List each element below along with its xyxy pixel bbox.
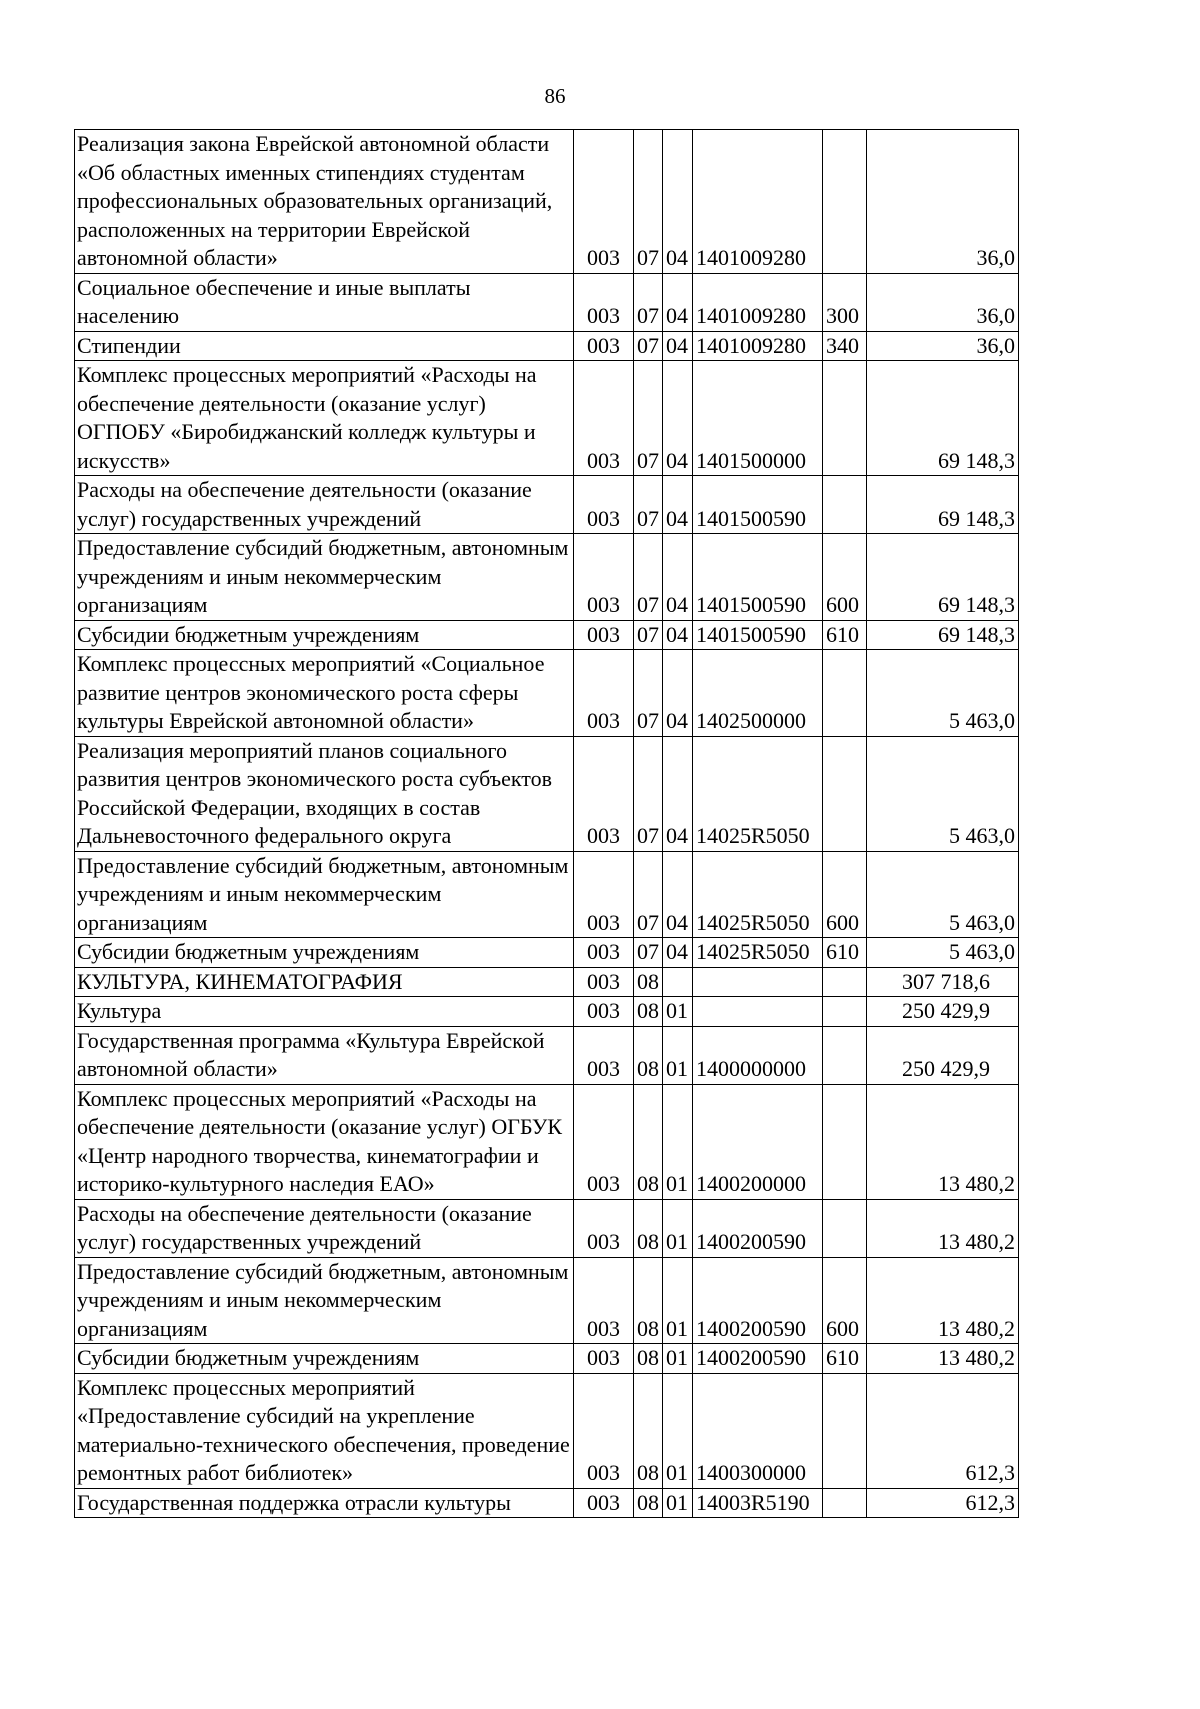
subsection-code: 01 <box>663 1344 693 1374</box>
section-code: 07 <box>634 620 663 650</box>
table-row <box>75 1373 1019 1488</box>
table-row <box>75 361 1019 476</box>
table-row <box>75 650 1019 737</box>
amount: 13 480,2 <box>867 1257 1019 1344</box>
admin-code: 003 <box>574 1084 634 1199</box>
admin-code: 003 <box>574 331 634 361</box>
expense-type-code: 600 <box>823 1257 867 1344</box>
target-article-code <box>693 967 823 997</box>
target-article-code: 1400200590 <box>693 1344 823 1374</box>
section-code: 07 <box>634 650 663 737</box>
section-code: 08 <box>634 1257 663 1344</box>
section-code: 08 <box>634 1344 663 1374</box>
subsection-code: 01 <box>663 997 693 1027</box>
subsection-code: 04 <box>663 534 693 621</box>
amount: 13 480,2 <box>867 1344 1019 1374</box>
subsection-code: 01 <box>663 1257 693 1344</box>
target-article-code: 14025R5050 <box>693 851 823 938</box>
table-row <box>75 1257 1019 1344</box>
amount: 69 148,3 <box>867 361 1019 476</box>
amount: 250 429,9 <box>867 1026 1019 1084</box>
target-article-code: 1401500590 <box>693 476 823 534</box>
expense-type-code: 610 <box>823 938 867 968</box>
amount: 5 463,0 <box>867 650 1019 737</box>
row-name: Предоставление субсидий бюджетным, автономным учреждениям и иным некоммерческим организациям <box>75 1257 574 1344</box>
target-article-code: 1402500000 <box>693 650 823 737</box>
amount: 13 480,2 <box>867 1199 1019 1257</box>
expense-type-code <box>823 130 867 274</box>
section-code: 07 <box>634 534 663 621</box>
target-article-code: 1400200000 <box>693 1084 823 1199</box>
subsection-code: 04 <box>663 130 693 274</box>
amount: 13 480,2 <box>867 1084 1019 1199</box>
expense-type-code: 600 <box>823 534 867 621</box>
table-body <box>75 130 1019 1518</box>
admin-code: 003 <box>574 130 634 274</box>
subsection-code: 04 <box>663 650 693 737</box>
table-row <box>75 1344 1019 1374</box>
expense-type-code <box>823 997 867 1027</box>
target-article-code: 14025R5050 <box>693 736 823 851</box>
table-row <box>75 273 1019 331</box>
admin-code: 003 <box>574 534 634 621</box>
subsection-code: 01 <box>663 1026 693 1084</box>
row-name: Комплекс процессных мероприятий «Социальное развитие центров экономического роста сферы культуры Еврейской автономной области» <box>75 650 574 737</box>
admin-code: 003 <box>574 476 634 534</box>
target-article-code: 1401009280 <box>693 331 823 361</box>
row-name: Культура <box>75 997 574 1027</box>
row-name: Реализация закона Еврейской автономной области «Об областных именных стипендиях студентам профессиональных образовательных организаций, расположенных на территории Еврейской автономной области» <box>75 130 574 274</box>
target-article-code: 14025R5050 <box>693 938 823 968</box>
target-article-code: 1400000000 <box>693 1026 823 1084</box>
amount: 36,0 <box>867 331 1019 361</box>
expense-type-code <box>823 361 867 476</box>
admin-code: 003 <box>574 1199 634 1257</box>
expense-type-code <box>823 1084 867 1199</box>
table-row <box>75 1026 1019 1084</box>
row-name: Государственная программа «Культура Еврейской автономной области» <box>75 1026 574 1084</box>
section-code: 07 <box>634 331 663 361</box>
admin-code: 003 <box>574 1373 634 1488</box>
section-code: 07 <box>634 130 663 274</box>
table-row <box>75 1199 1019 1257</box>
row-name: Субсидии бюджетным учреждениям <box>75 1344 574 1374</box>
table-row <box>75 997 1019 1027</box>
section-code: 08 <box>634 967 663 997</box>
amount: 307 718,6 <box>867 967 1019 997</box>
subsection-code: 04 <box>663 476 693 534</box>
amount: 612,3 <box>867 1488 1019 1518</box>
admin-code: 003 <box>574 361 634 476</box>
section-code: 08 <box>634 1373 663 1488</box>
subsection-code: 04 <box>663 273 693 331</box>
amount: 5 463,0 <box>867 736 1019 851</box>
amount: 5 463,0 <box>867 851 1019 938</box>
section-code: 07 <box>634 851 663 938</box>
expense-type-code: 340 <box>823 331 867 361</box>
amount: 69 148,3 <box>867 620 1019 650</box>
expense-type-code <box>823 967 867 997</box>
row-name: Реализация мероприятий планов социального развития центров экономического роста субъектов Российской Федерации, входящих в состав Дальневосточного федерального округа <box>75 736 574 851</box>
target-article-code <box>693 997 823 1027</box>
amount: 5 463,0 <box>867 938 1019 968</box>
row-name: Стипендии <box>75 331 574 361</box>
section-code: 08 <box>634 1026 663 1084</box>
table-row <box>75 1488 1019 1518</box>
table-row <box>75 130 1019 274</box>
subsection-code: 04 <box>663 361 693 476</box>
subsection-code <box>663 967 693 997</box>
admin-code: 003 <box>574 736 634 851</box>
row-name: Комплекс процессных мероприятий «Предоставление субсидий на укрепление материально-технического обеспечения, проведение ремонтных работ библиотек» <box>75 1373 574 1488</box>
section-code: 07 <box>634 938 663 968</box>
target-article-code: 14003R5190 <box>693 1488 823 1518</box>
admin-code: 003 <box>574 650 634 737</box>
expense-type-code <box>823 1026 867 1084</box>
expense-type-code: 610 <box>823 620 867 650</box>
section-code: 08 <box>634 1488 663 1518</box>
expense-type-code <box>823 476 867 534</box>
page-number: 86 <box>544 84 566 108</box>
admin-code: 003 <box>574 1344 634 1374</box>
admin-code: 003 <box>574 851 634 938</box>
section-code: 08 <box>634 1199 663 1257</box>
amount: 69 148,3 <box>867 534 1019 621</box>
amount: 36,0 <box>867 130 1019 274</box>
row-name: Государственная поддержка отрасли культуры <box>75 1488 574 1518</box>
amount: 250 429,9 <box>867 997 1019 1027</box>
subsection-code: 01 <box>663 1084 693 1199</box>
target-article-code: 1400300000 <box>693 1373 823 1488</box>
table-row <box>75 1084 1019 1199</box>
target-article-code: 1401500000 <box>693 361 823 476</box>
subsection-code: 01 <box>663 1488 693 1518</box>
section-code: 07 <box>634 273 663 331</box>
expense-type-code <box>823 1373 867 1488</box>
amount: 36,0 <box>867 273 1019 331</box>
target-article-code: 1401500590 <box>693 534 823 621</box>
subsection-code: 04 <box>663 851 693 938</box>
row-name: Субсидии бюджетным учреждениям <box>75 620 574 650</box>
target-article-code: 1401500590 <box>693 620 823 650</box>
section-code: 07 <box>634 736 663 851</box>
target-article-code: 1400200590 <box>693 1257 823 1344</box>
row-name: Предоставление субсидий бюджетным, автономным учреждениям и иным некоммерческим организациям <box>75 851 574 938</box>
admin-code: 003 <box>574 273 634 331</box>
row-name: Социальное обеспечение и иные выплаты населению <box>75 273 574 331</box>
section-code: 08 <box>634 1084 663 1199</box>
row-name: КУЛЬТУРА, КИНЕМАТОГРАФИЯ <box>75 967 574 997</box>
admin-code: 003 <box>574 1026 634 1084</box>
subsection-code: 04 <box>663 736 693 851</box>
expense-type-code: 600 <box>823 851 867 938</box>
table-row <box>75 967 1019 997</box>
target-article-code: 1401009280 <box>693 273 823 331</box>
subsection-code: 01 <box>663 1373 693 1488</box>
subsection-code: 04 <box>663 331 693 361</box>
admin-code: 003 <box>574 938 634 968</box>
amount: 612,3 <box>867 1373 1019 1488</box>
row-name: Расходы на обеспечение деятельности (оказание услуг) государственных учреждений <box>75 1199 574 1257</box>
section-code: 07 <box>634 476 663 534</box>
expense-type-code <box>823 1488 867 1518</box>
subsection-code: 04 <box>663 620 693 650</box>
target-article-code: 1400200590 <box>693 1199 823 1257</box>
section-code: 08 <box>634 997 663 1027</box>
expense-type-code <box>823 650 867 737</box>
admin-code: 003 <box>574 967 634 997</box>
admin-code: 003 <box>574 997 634 1027</box>
budget-table <box>74 129 1019 1518</box>
expense-type-code <box>823 1199 867 1257</box>
admin-code: 003 <box>574 620 634 650</box>
table-row <box>75 534 1019 621</box>
section-code: 07 <box>634 361 663 476</box>
table-row <box>75 331 1019 361</box>
target-article-code: 1401009280 <box>693 130 823 274</box>
row-name: Субсидии бюджетным учреждениям <box>75 938 574 968</box>
row-name: Комплекс процессных мероприятий «Расходы на обеспечение деятельности (оказание услуг) ОГБУК «Центр народного творчества, кинематографии и историко-культурного наследия ЕАО» <box>75 1084 574 1199</box>
expense-type-code <box>823 736 867 851</box>
subsection-code: 04 <box>663 938 693 968</box>
subsection-code: 01 <box>663 1199 693 1257</box>
amount: 69 148,3 <box>867 476 1019 534</box>
table-row <box>75 620 1019 650</box>
expense-type-code: 610 <box>823 1344 867 1374</box>
table-row <box>75 736 1019 851</box>
row-name: Комплекс процессных мероприятий «Расходы на обеспечение деятельности (оказание услуг) ОГПОБУ «Биробиджанский колледж культуры и искусств» <box>75 361 574 476</box>
row-name: Расходы на обеспечение деятельности (оказание услуг) государственных учреждений <box>75 476 574 534</box>
row-name: Предоставление субсидий бюджетным, автономным учреждениям и иным некоммерческим организациям <box>75 534 574 621</box>
expense-type-code: 300 <box>823 273 867 331</box>
table-row <box>75 938 1019 968</box>
admin-code: 003 <box>574 1488 634 1518</box>
table-row <box>75 851 1019 938</box>
table-row <box>75 476 1019 534</box>
admin-code: 003 <box>574 1257 634 1344</box>
